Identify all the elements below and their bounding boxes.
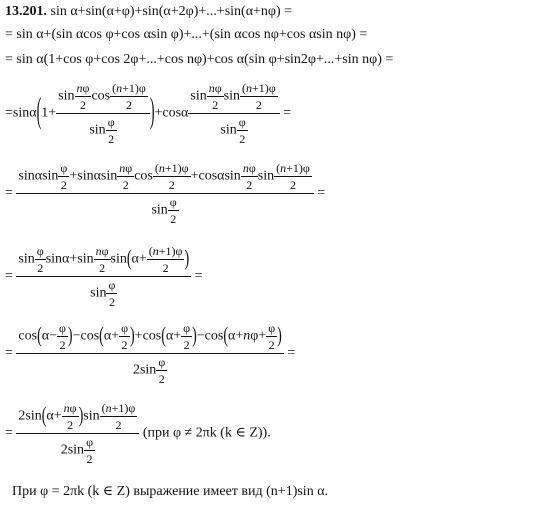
- problem-number: 13.201.: [5, 4, 47, 19]
- final-note: При φ = 2πk (k ∈ Z) выражение имеет вид (n+1)sin α.: [12, 484, 329, 499]
- step-1: = sin α+(sin αcos φ+cos αsin φ)+...+(sin αcos nφ+cos αsin nφ) =: [5, 27, 368, 42]
- formula-step-6: = cos(α− $\frac{\varphi}{2}$ )−cos(α+ $\frac{\varphi}{2}$ )+cos(α+ $\frac{\varphi}{2}$ )−cos(α+nφ+ $\frac{\varphi}{2}$ ) 2sin $\frac{\varphi}{2}$ =: [5, 321, 296, 386]
- condition-text: (при φ ≠ 2πk (k ∈ Z)).: [142, 425, 271, 441]
- step-2: = sin α(1+cos φ+cos 2φ+...+cos nφ)+cos α(sin φ+sin2φ+...+sin nφ) =: [5, 52, 394, 67]
- problem-expression: sin α+sin(α+φ)+sin(α+2φ)+...+sin(α+nφ) =: [50, 4, 293, 19]
- formula-step-7: = 2sin(α+ $\frac{n\varphi}{2}$ )sin $\frac{(n+1)\varphi}{2}$ 2sin $\frac{\varphi}{2}$ (при φ ≠ 2πk (k ∈ Z)).: [5, 401, 271, 466]
- formula-step-3: =sinα(1+ sin $\frac{n\varphi}{2}$ cos $\frac{(n+1)\varphi}{2}$ sin $\frac{\varphi}{2}$ )+cosα sin $\frac{n\varphi}{2}$ sin $\frac{(n+1)\varphi}{2}$ sin $\frac{\varphi}{2}$ =: [5, 81, 292, 146]
- problem-header-line: [5, 4, 292, 20]
- formula-step-5: = sin $\frac{\varphi}{2}$ sinα+sin $\frac{n\varphi}{2}$ sin(α+ $\frac{(n+1)\varphi}{2}$ ) sin $\frac{\varphi}{2}$ =: [5, 244, 203, 309]
- formula-step-4: = sinαsin $\frac{\varphi}{2}$ +sinαsin $\frac{n\varphi}{2}$ cos $\frac{(n+1)\varphi}{2}$ +cosαsin $\frac{n\varphi}{2}$ sin $\frac{(n+1)\varphi}{2}$ sin $\frac{\varphi}{2}$ =: [5, 161, 326, 226]
